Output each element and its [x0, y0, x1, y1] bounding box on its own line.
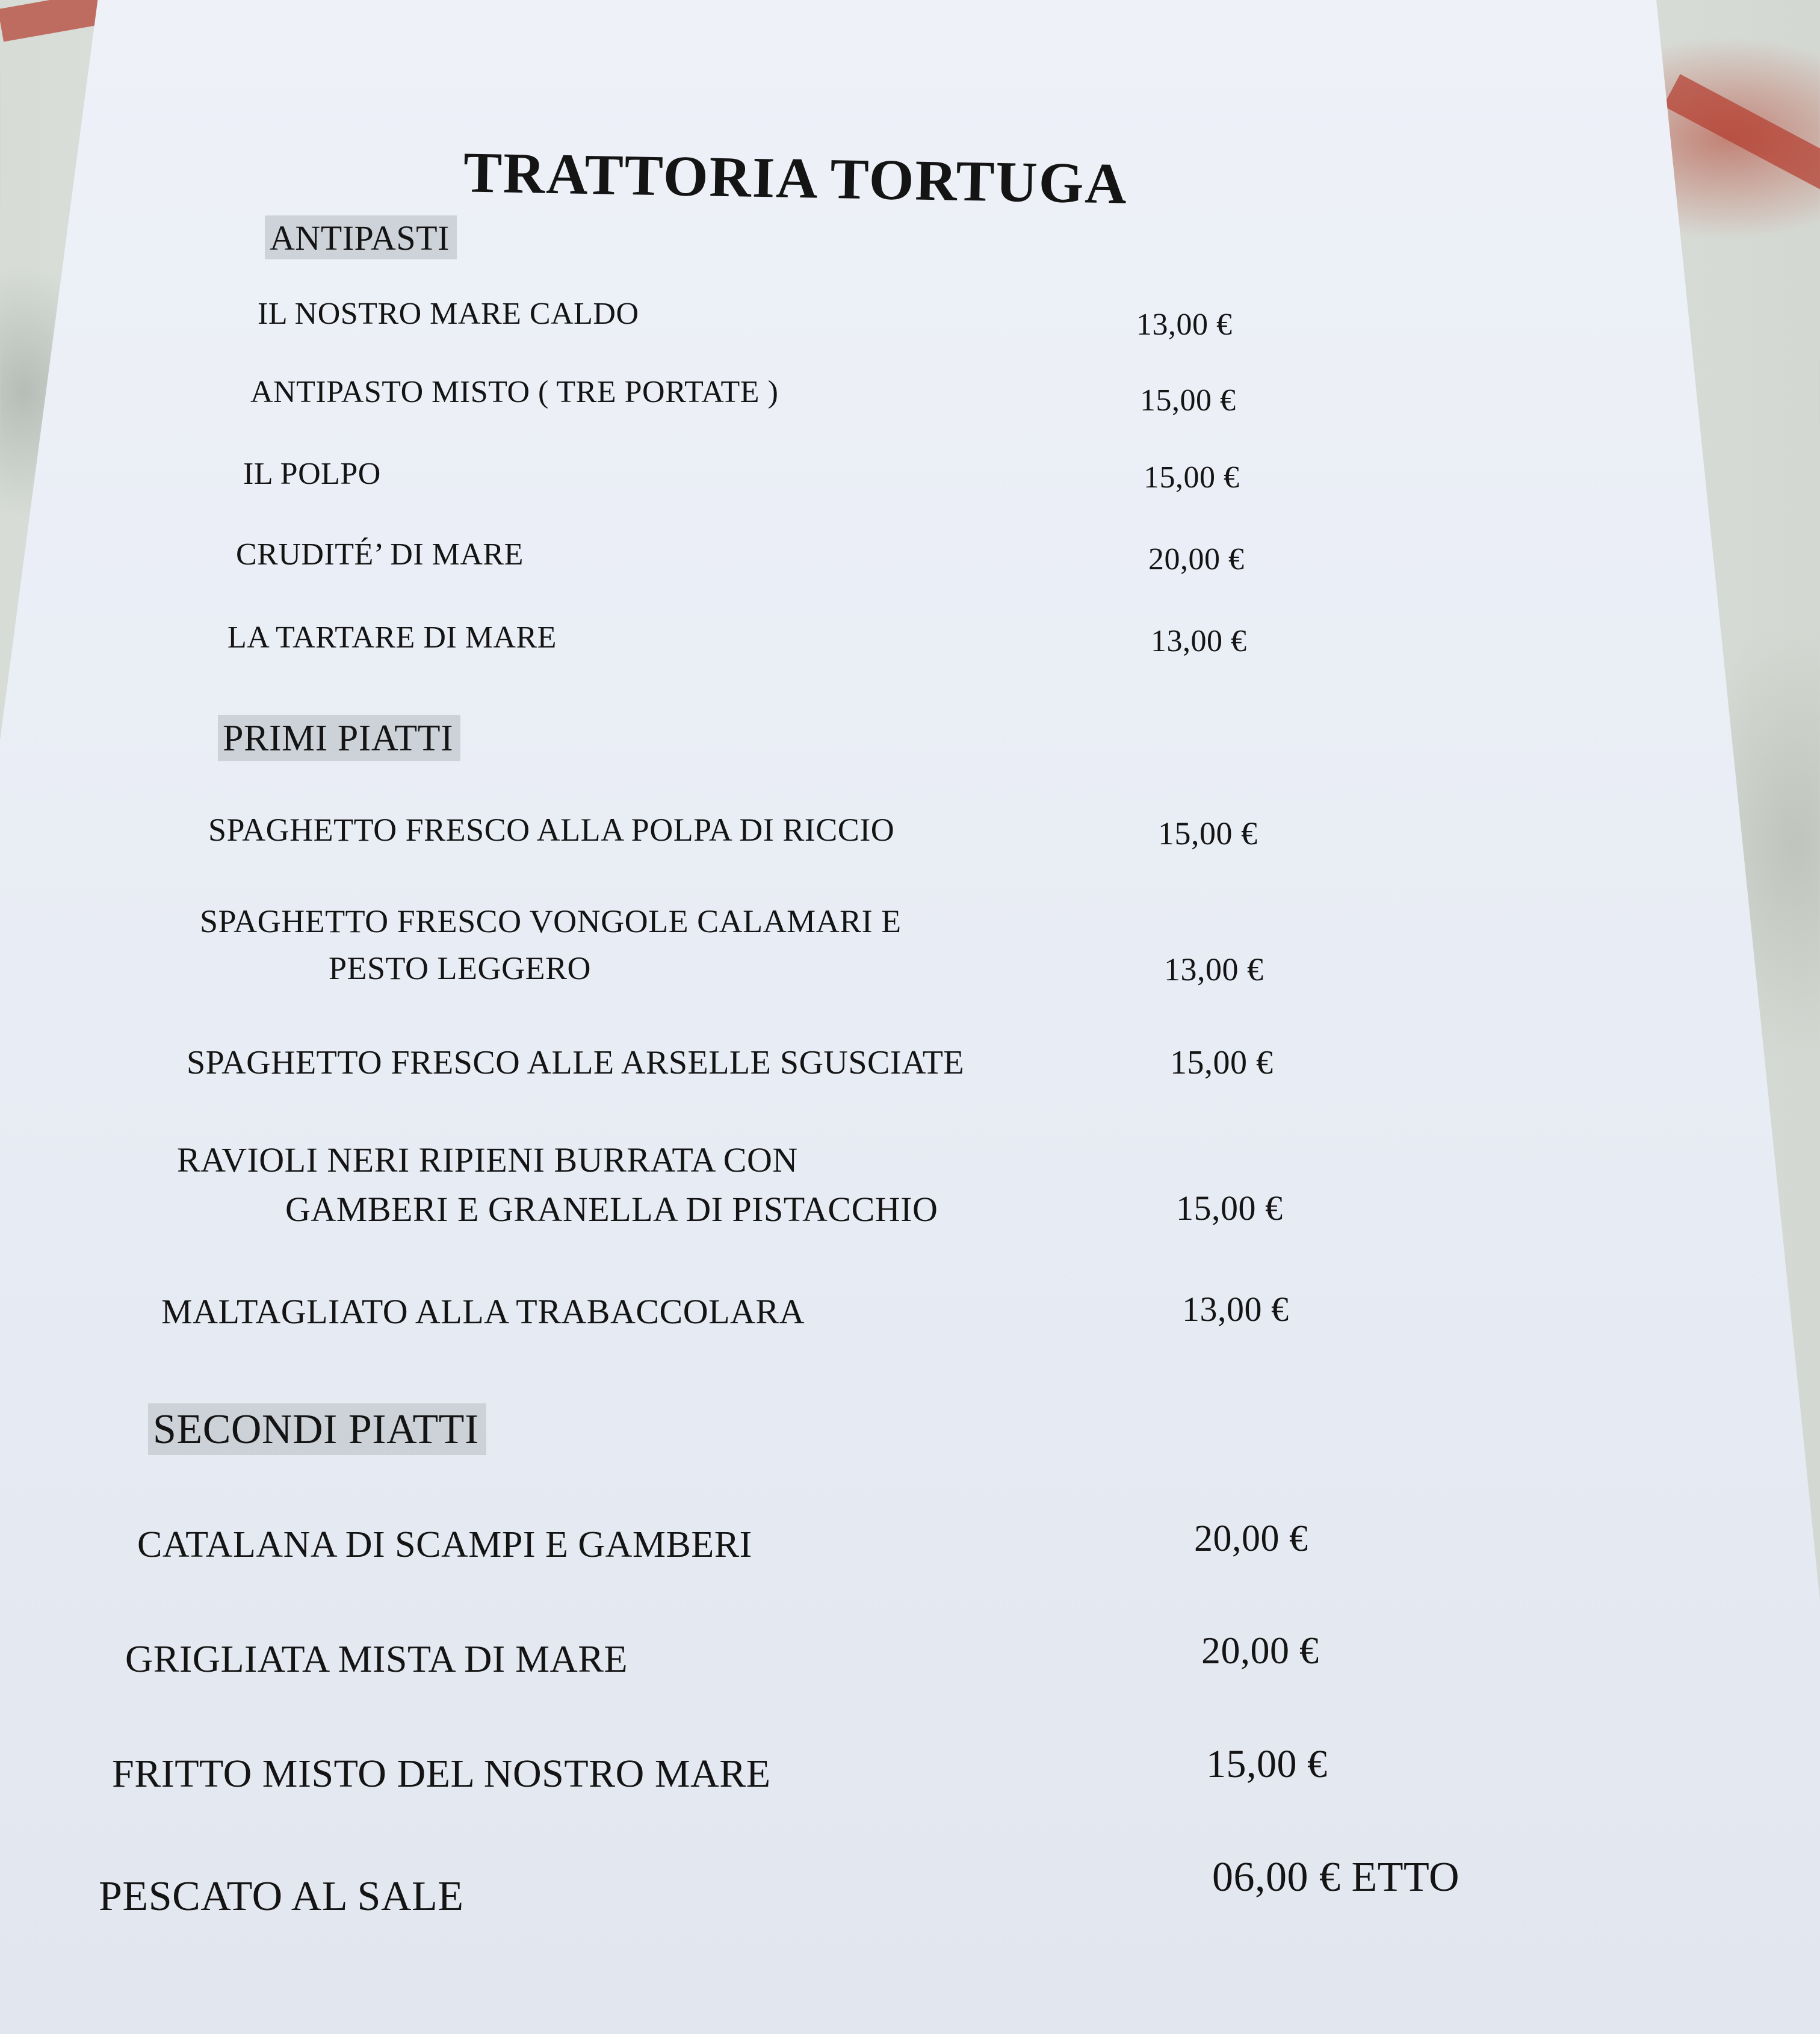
menu-item-name: IL NOSTRO MARE CALDO	[258, 297, 639, 331]
menu-item-name: FRITTO MISTO DEL NOSTRO MARE	[112, 1752, 771, 1796]
menu-item-name: MALTAGLIATO ALLA TRABACCOLARA	[161, 1292, 805, 1331]
menu-item-name: GRIGLIATA MISTA DI MARE	[125, 1637, 628, 1680]
menu-item-name: LA TARTARE DI MARE	[228, 620, 557, 655]
menu-item-price: 15,00 €	[1170, 1044, 1274, 1081]
menu-item-name: CATALANA DI SCAMPI E GAMBERI	[137, 1524, 752, 1565]
menu-item-name-line2: PESTO LEGGERO	[329, 950, 592, 986]
menu-item-name: SPAGHETTO FRESCO ALLA POLPA DI RICCIO	[208, 812, 895, 848]
menu-item-name: CRUDITÉ’ DI MARE	[236, 537, 524, 572]
menu-item-name: IL POLPO	[243, 457, 381, 491]
menu-item-price: 13,00 €	[1164, 951, 1264, 988]
menu-item-price: 15,00 €	[1140, 383, 1236, 418]
menu-item-price: 20,00 €	[1201, 1629, 1319, 1672]
menu-item-price: 13,00 €	[1151, 624, 1247, 658]
section-heading-secondi-piatti: SECONDI PIATTI	[148, 1403, 486, 1455]
section-heading-antipasti: ANTIPASTI	[265, 215, 457, 259]
menu-item-name: SPAGHETTO FRESCO VONGOLE CALAMARI E	[200, 903, 902, 939]
menu-item-name: PESCATO AL SALE	[99, 1873, 464, 1920]
menu-item-price: 15,00 €	[1144, 460, 1240, 495]
menu-item-price: 20,00 €	[1148, 542, 1245, 577]
menu-item-price: 20,00 €	[1194, 1518, 1308, 1559]
section-heading-primi-piatti: PRIMI PIATTI	[218, 715, 460, 761]
menu-item-price: 13,00 €	[1136, 308, 1233, 342]
menu-item-name: RAVIOLI NERI RIPIENI BURRATA CON	[177, 1140, 798, 1179]
menu-item-price: 15,00 €	[1176, 1189, 1283, 1228]
menu-item-price: 13,00 €	[1182, 1290, 1289, 1329]
menu-item-name: SPAGHETTO FRESCO ALLE ARSELLE SGUSCIATE	[187, 1044, 965, 1081]
menu-title: TRATTORIA TORTUGA	[463, 140, 1128, 216]
menu-item-price: 15,00 €	[1158, 815, 1258, 852]
menu-item-name-line2: GAMBERI E GRANELLA DI PISTACCHIO	[285, 1190, 938, 1229]
menu-item-price: 15,00 €	[1206, 1742, 1328, 1786]
menu-item-price: 06,00 € ETTO	[1212, 1854, 1460, 1900]
menu-item-name: ANTIPASTO MISTO ( TRE PORTATE )	[250, 375, 779, 409]
